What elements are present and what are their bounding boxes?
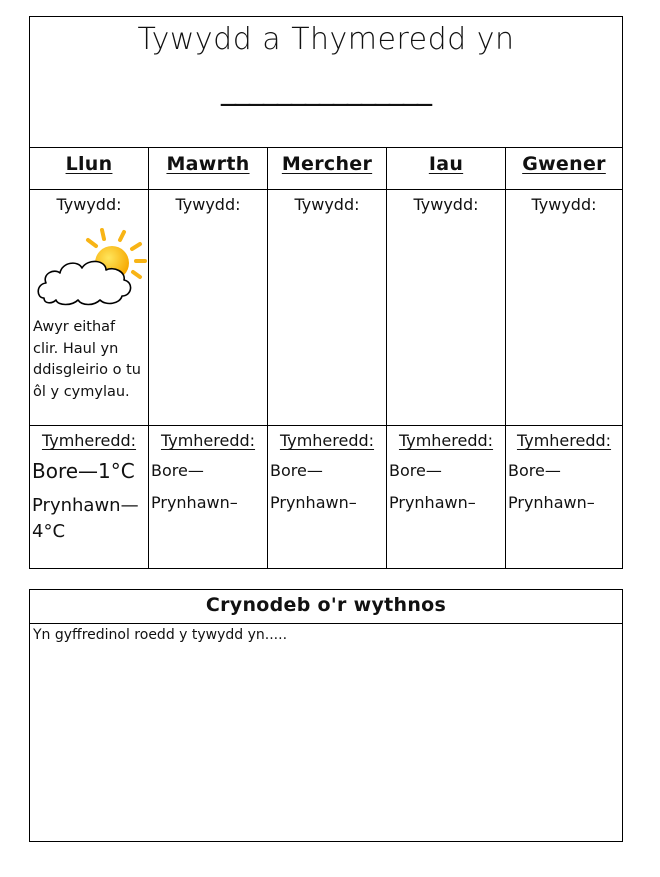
day-header-cell — [149, 148, 268, 190]
afternoon-temperature: Prynhawn– — [389, 493, 476, 512]
day-header-cell — [268, 148, 387, 190]
weather-cell[interactable] — [268, 190, 387, 426]
weather-label: Tywydd: — [175, 195, 241, 214]
summary-prompt[interactable]: Yn gyffredinol roedd y tywydd yn..... — [33, 627, 288, 643]
temperature-cell[interactable] — [506, 426, 622, 569]
summary-title: Crynodeb o'r wythnos — [30, 590, 622, 624]
weekly-summary-box — [29, 589, 623, 842]
day-header-cell — [506, 148, 622, 190]
page-title: Tywydd a Thymeredd yn — [137, 22, 515, 57]
temperature-row — [30, 426, 622, 569]
morning-temperature: Bore— — [508, 461, 561, 480]
temperature-cell[interactable] — [30, 426, 149, 569]
afternoon-temperature: Prynhawn– — [508, 493, 595, 512]
day-header-cell — [30, 148, 149, 190]
day-name: Llun — [65, 153, 113, 175]
weather-row — [30, 190, 622, 426]
temperature-label: Tymheredd: — [398, 431, 494, 450]
weather-cell[interactable] — [506, 190, 622, 426]
temperature-label: Tymheredd: — [516, 431, 612, 450]
temperature-cell[interactable] — [268, 426, 387, 569]
morning-temperature: Bore— — [151, 461, 204, 480]
morning-temperature: Bore— — [270, 461, 323, 480]
day-name: Gwener — [522, 153, 606, 175]
weather-label: Tywydd: — [531, 195, 597, 214]
title-blank-line[interactable]: _______________ — [221, 72, 431, 107]
morning-temperature: Bore— — [389, 461, 442, 480]
weather-cell[interactable] — [387, 190, 506, 426]
day-header-cell — [387, 148, 506, 190]
day-name: Mawrth — [166, 153, 250, 175]
weather-cell[interactable] — [30, 190, 149, 426]
weather-description: Awyr eithaf clir. Haul yn ddisgleirio o tu ôl y cymylau. — [33, 319, 141, 400]
weather-table — [29, 16, 623, 569]
day-name: Iau — [428, 153, 464, 175]
temperature-label: Tymheredd: — [160, 431, 256, 450]
weather-cell[interactable] — [149, 190, 268, 426]
afternoon-temperature: Prynhawn– — [151, 493, 238, 512]
title-area — [30, 17, 622, 148]
weather-label: Tywydd: — [413, 195, 479, 214]
temperature-label: Tymheredd: — [41, 431, 137, 450]
morning-temperature: Bore—1°C — [32, 459, 135, 483]
weather-label: Tywydd: — [56, 195, 122, 214]
weather-label: Tywydd: — [294, 195, 360, 214]
day-name: Mercher — [281, 153, 373, 175]
day-header-row — [30, 148, 622, 190]
temperature-cell[interactable] — [149, 426, 268, 569]
afternoon-temperature: Prynhawn– — [270, 493, 357, 512]
temperature-label: Tymheredd: — [279, 431, 375, 450]
sun-behind-cloud-icon — [36, 226, 148, 310]
temperature-cell[interactable] — [387, 426, 506, 569]
afternoon-temperature: Prynhawn—4°C — [32, 495, 139, 542]
